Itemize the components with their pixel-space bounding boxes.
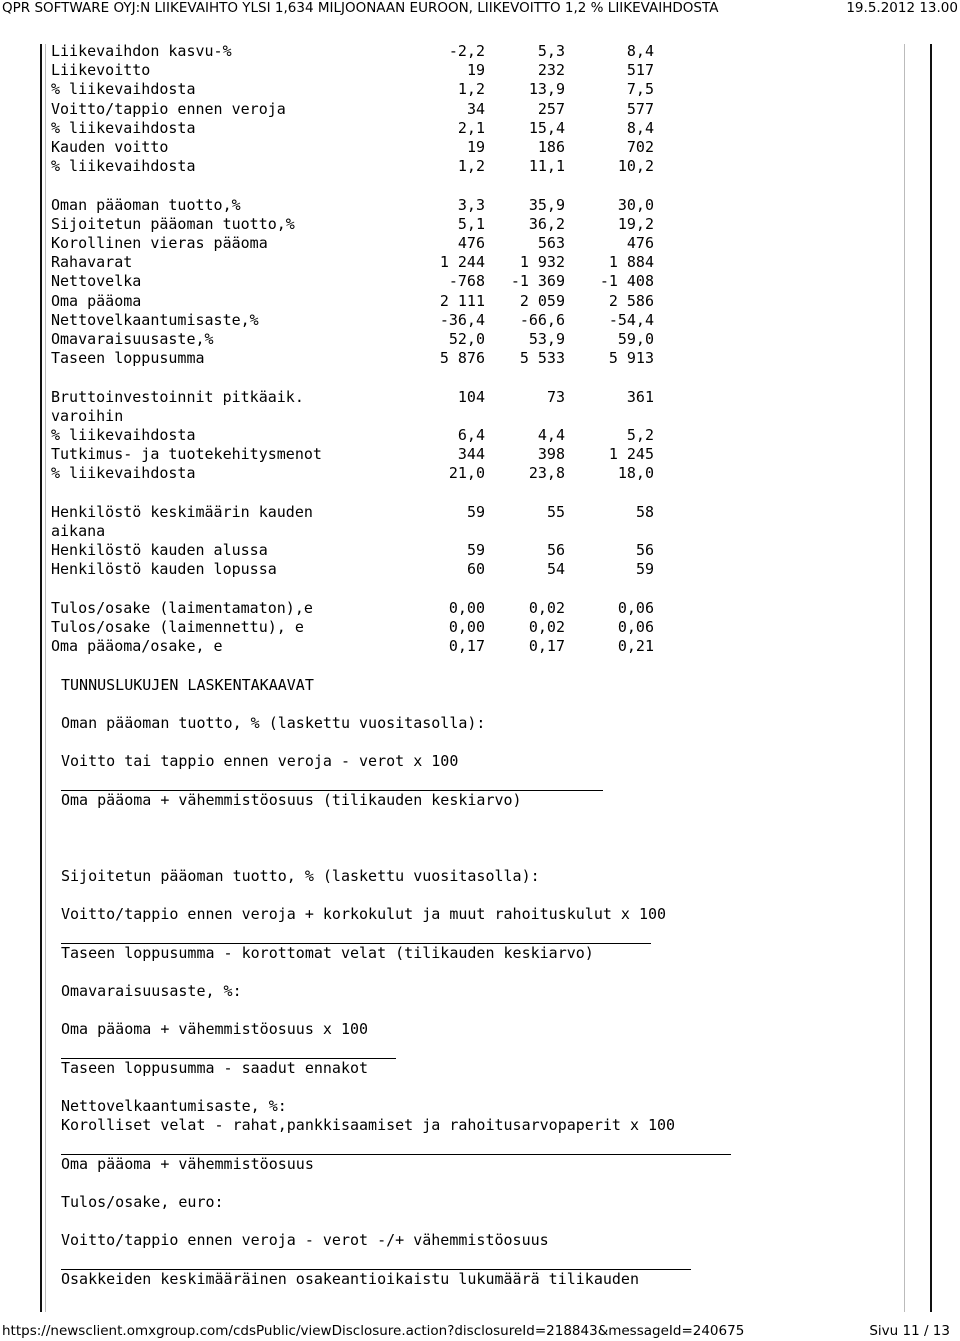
table-row (51, 502, 654, 541)
value-col-1: 2,1 (457, 118, 485, 137)
table-row (51, 310, 654, 330)
value-col-2: 186 (537, 138, 565, 156)
value-col-3: 18,0 (617, 464, 654, 483)
left-inner-line (45, 44, 46, 1312)
value-col-1: -2,2 (448, 42, 485, 60)
value-col-1: 1 244 (439, 253, 485, 272)
value-col-1: 1,2 (457, 157, 485, 176)
row-label: Taseen loppusumma (51, 349, 205, 368)
roe-numerator: Voitto tai tappio ennen veroja - verot x 100 (61, 752, 459, 770)
table-row (51, 80, 654, 99)
value-col-2: 0,02 (528, 618, 565, 636)
value-col-2: 56 (546, 541, 565, 560)
row-label: Korollinen vieras pääoma (51, 234, 268, 252)
table-row (51, 42, 654, 61)
table-row (51, 214, 654, 234)
value-col-2: 13,9 (528, 80, 565, 99)
value-col-3: 0,21 (617, 637, 654, 656)
value-col-2: 15,4 (528, 118, 565, 137)
table-row (51, 195, 654, 215)
row-label: % liikevaihdosta (51, 118, 196, 137)
value-col-1: 21,0 (448, 464, 485, 483)
value-col-3: 59,0 (617, 330, 654, 348)
value-col-3: 58 (635, 502, 654, 521)
table-row (51, 138, 654, 157)
row-label: Liikevaihdon kasvu-% (51, 42, 232, 60)
value-col-2: 0,17 (528, 637, 565, 656)
row-label: % liikevaihdosta (51, 464, 196, 483)
table-row (51, 464, 654, 483)
row-label: Omavaraisuusaste,% (51, 330, 214, 348)
table-row (51, 118, 654, 138)
value-col-2: 35,9 (528, 195, 565, 214)
row-label: Kauden voitto (51, 138, 169, 156)
value-col-3: 517 (626, 61, 654, 80)
gearing-denominator: Oma pääoma + vähemmistöosuus (61, 1155, 314, 1173)
value-col-2: 1 932 (519, 253, 565, 272)
row-label: Oma pääoma (51, 291, 142, 310)
table-row (51, 330, 654, 349)
row-label: Oma pääoma/osake, e (51, 637, 223, 656)
value-col-1: 5,1 (457, 214, 485, 233)
value-col-1: 2 111 (439, 291, 485, 310)
table-row (51, 560, 654, 579)
value-col-2: -1 369 (510, 272, 565, 291)
table-row (51, 637, 654, 656)
value-col-1: 60 (466, 560, 485, 579)
eps-denominator: Osakkeiden keskimääräinen osakeantioikaistu lukumäärä tilikauden (61, 1270, 639, 1288)
value-col-1: 5 876 (439, 349, 485, 368)
table-row (51, 234, 654, 253)
value-col-1: 104 (457, 387, 485, 406)
value-col-2: 53,9 (528, 330, 565, 348)
value-col-1: 0,00 (448, 598, 485, 617)
table-row (51, 61, 654, 80)
value-col-3: 8,4 (626, 118, 654, 137)
row-label-continued: varoihin (51, 406, 124, 425)
value-col-2: 0,02 (528, 598, 565, 617)
left-border-line (40, 44, 42, 1312)
right-inner-line (904, 44, 905, 1312)
row-label: % liikevaihdosta (51, 80, 196, 99)
row-label: Tulos/osake (laimentamaton),e (51, 598, 313, 617)
roe-denominator: Oma pääoma + vähemmistöosuus (tilikauden keskiarvo) (61, 791, 522, 809)
value-col-1: 1,2 (457, 80, 485, 99)
row-label: Henkilöstö kauden lopussa (51, 560, 277, 579)
table-row (51, 99, 654, 119)
value-col-1: 344 (457, 445, 485, 464)
equity-ratio-denominator: Taseen loppusumma - saadut ennakot (61, 1059, 369, 1077)
value-col-3: 56 (635, 541, 654, 560)
page-header-date: 19.5.2012 13.00 (846, 0, 958, 16)
value-col-2: 54 (546, 560, 565, 579)
row-label: % liikevaihdosta (51, 157, 196, 176)
value-col-2: 73 (546, 387, 565, 406)
row-label: Liikevoitto (51, 61, 151, 80)
value-col-2: 55 (546, 502, 565, 521)
row-label: Nettovelkaantumisaste,% (51, 310, 259, 329)
equity-ratio-title: Omavaraisuusaste, %: (61, 982, 242, 1000)
row-label: Henkilöstö keskimäärin kauden (51, 502, 313, 521)
equity-ratio-numerator: Oma pääoma + vähemmistöosuus x 100 (61, 1020, 369, 1038)
table-row (51, 349, 654, 368)
roi-title: Sijoitetun pääoman tuotto, % (laskettu vuositasolla): (61, 867, 540, 885)
footer-page-number: Sivu 11 / 13 (869, 1323, 950, 1339)
value-col-3: 0,06 (617, 598, 654, 617)
value-col-3: 476 (626, 234, 654, 252)
value-col-3: 1 884 (608, 253, 654, 272)
value-col-1: 52,0 (448, 330, 485, 348)
gearing-numerator: Korolliset velat - rahat,pankkisaamiset ja rahoitusarvopaperit x 100 (61, 1116, 676, 1134)
table-row (51, 541, 654, 560)
table-row (51, 253, 654, 272)
value-col-3: 702 (626, 138, 654, 156)
roe-title: Oman pääoman tuotto, % (laskettu vuositasolla): (61, 714, 486, 732)
value-col-3: -54,4 (608, 310, 654, 329)
value-col-3: 0,06 (617, 618, 654, 636)
row-label: Rahavarat (51, 253, 133, 272)
table-row (51, 272, 654, 291)
value-col-2: 398 (537, 445, 565, 464)
row-label: Tutkimus- ja tuotekehitysmenot (51, 445, 322, 464)
roi-denominator: Taseen loppusumma - korottomat velat (tilikauden keskiarvo) (61, 944, 594, 962)
value-col-1: 6,4 (457, 426, 485, 444)
value-col-2: 232 (537, 61, 565, 80)
table-row (51, 291, 654, 311)
value-col-1: 0,17 (448, 637, 485, 656)
value-col-2: 5 533 (519, 349, 565, 368)
value-col-2: 11,1 (528, 157, 565, 176)
value-col-3: 5,2 (626, 426, 654, 444)
value-col-2: 23,8 (528, 464, 565, 483)
table-row (51, 157, 654, 176)
eps-numerator: Voitto/tappio ennen veroja - verot -/+ vähemmistöosuus (61, 1231, 549, 1249)
value-col-2: 36,2 (528, 214, 565, 233)
table-row (51, 387, 654, 426)
table-row (51, 445, 654, 464)
value-col-2: -66,6 (519, 310, 565, 329)
value-col-1: 34 (466, 99, 485, 118)
value-col-3: 19,2 (617, 214, 654, 233)
value-col-1: -36,4 (439, 310, 485, 329)
right-border-line (930, 44, 932, 1312)
roi-numerator: Voitto/tappio ennen veroja + korkokulut ja muut rahoituskulut x 100 (61, 905, 667, 923)
value-col-3: 59 (635, 560, 654, 579)
row-label: % liikevaihdosta (51, 426, 196, 444)
value-col-1: 3,3 (457, 195, 485, 214)
table-row (51, 426, 654, 445)
row-label: Henkilöstö kauden alussa (51, 541, 268, 560)
value-col-3: 5 913 (608, 349, 654, 368)
gearing-title: Nettovelkaantumisaste, %: (61, 1097, 287, 1115)
value-col-3: 8,4 (626, 42, 654, 60)
value-col-2: 257 (537, 99, 565, 118)
value-col-3: 10,2 (617, 157, 654, 176)
value-col-1: 476 (457, 234, 485, 252)
row-label: Voitto/tappio ennen veroja (51, 99, 286, 118)
row-label: Sijoitetun pääoman tuotto,% (51, 214, 295, 233)
table-row (51, 618, 654, 637)
value-col-2: 2 059 (519, 291, 565, 310)
row-label: Oman pääoman tuotto,% (51, 195, 241, 214)
value-col-3: 1 245 (608, 445, 654, 464)
row-label: Bruttoinvestoinnit pitkäaik. (51, 387, 304, 406)
row-label-continued: aikana (51, 521, 106, 540)
value-col-3: 2 586 (608, 291, 654, 310)
footer-url: https://newsclient.omxgroup.com/cdsPublic/viewDisclosure.action?disclosureId=218843&messageId=240675 (2, 1323, 745, 1339)
value-col-1: 19 (466, 138, 485, 156)
value-col-1: 19 (466, 61, 485, 80)
value-col-3: 7,5 (626, 80, 654, 99)
row-label: Nettovelka (51, 272, 142, 291)
value-col-3: -1 408 (599, 272, 654, 291)
value-col-3: 361 (626, 387, 654, 406)
row-label: Tulos/osake (laimennettu), e (51, 618, 304, 636)
value-col-2: 5,3 (537, 42, 565, 60)
value-col-1: 59 (466, 541, 485, 560)
value-col-1: -768 (448, 272, 485, 291)
value-col-1: 59 (466, 502, 485, 521)
value-col-1: 0,00 (448, 618, 485, 636)
table-row (51, 598, 654, 618)
page-header-title: QPR SOFTWARE OYJ:N LIIKEVAIHTO YLSI 1,634 MILJOONAAN EUROON, LIIKEVOITTO 1,2 % LIIKEVAIHDOSTA (2, 0, 719, 16)
eps-title: Tulos/osake, euro: (61, 1193, 224, 1211)
value-col-3: 30,0 (617, 195, 654, 214)
value-col-2: 4,4 (537, 426, 565, 444)
value-col-3: 577 (626, 99, 654, 118)
value-col-2: 563 (537, 234, 565, 252)
formulas-heading: TUNNUSLUKUJEN LASKENTAKAAVAT (61, 676, 314, 694)
